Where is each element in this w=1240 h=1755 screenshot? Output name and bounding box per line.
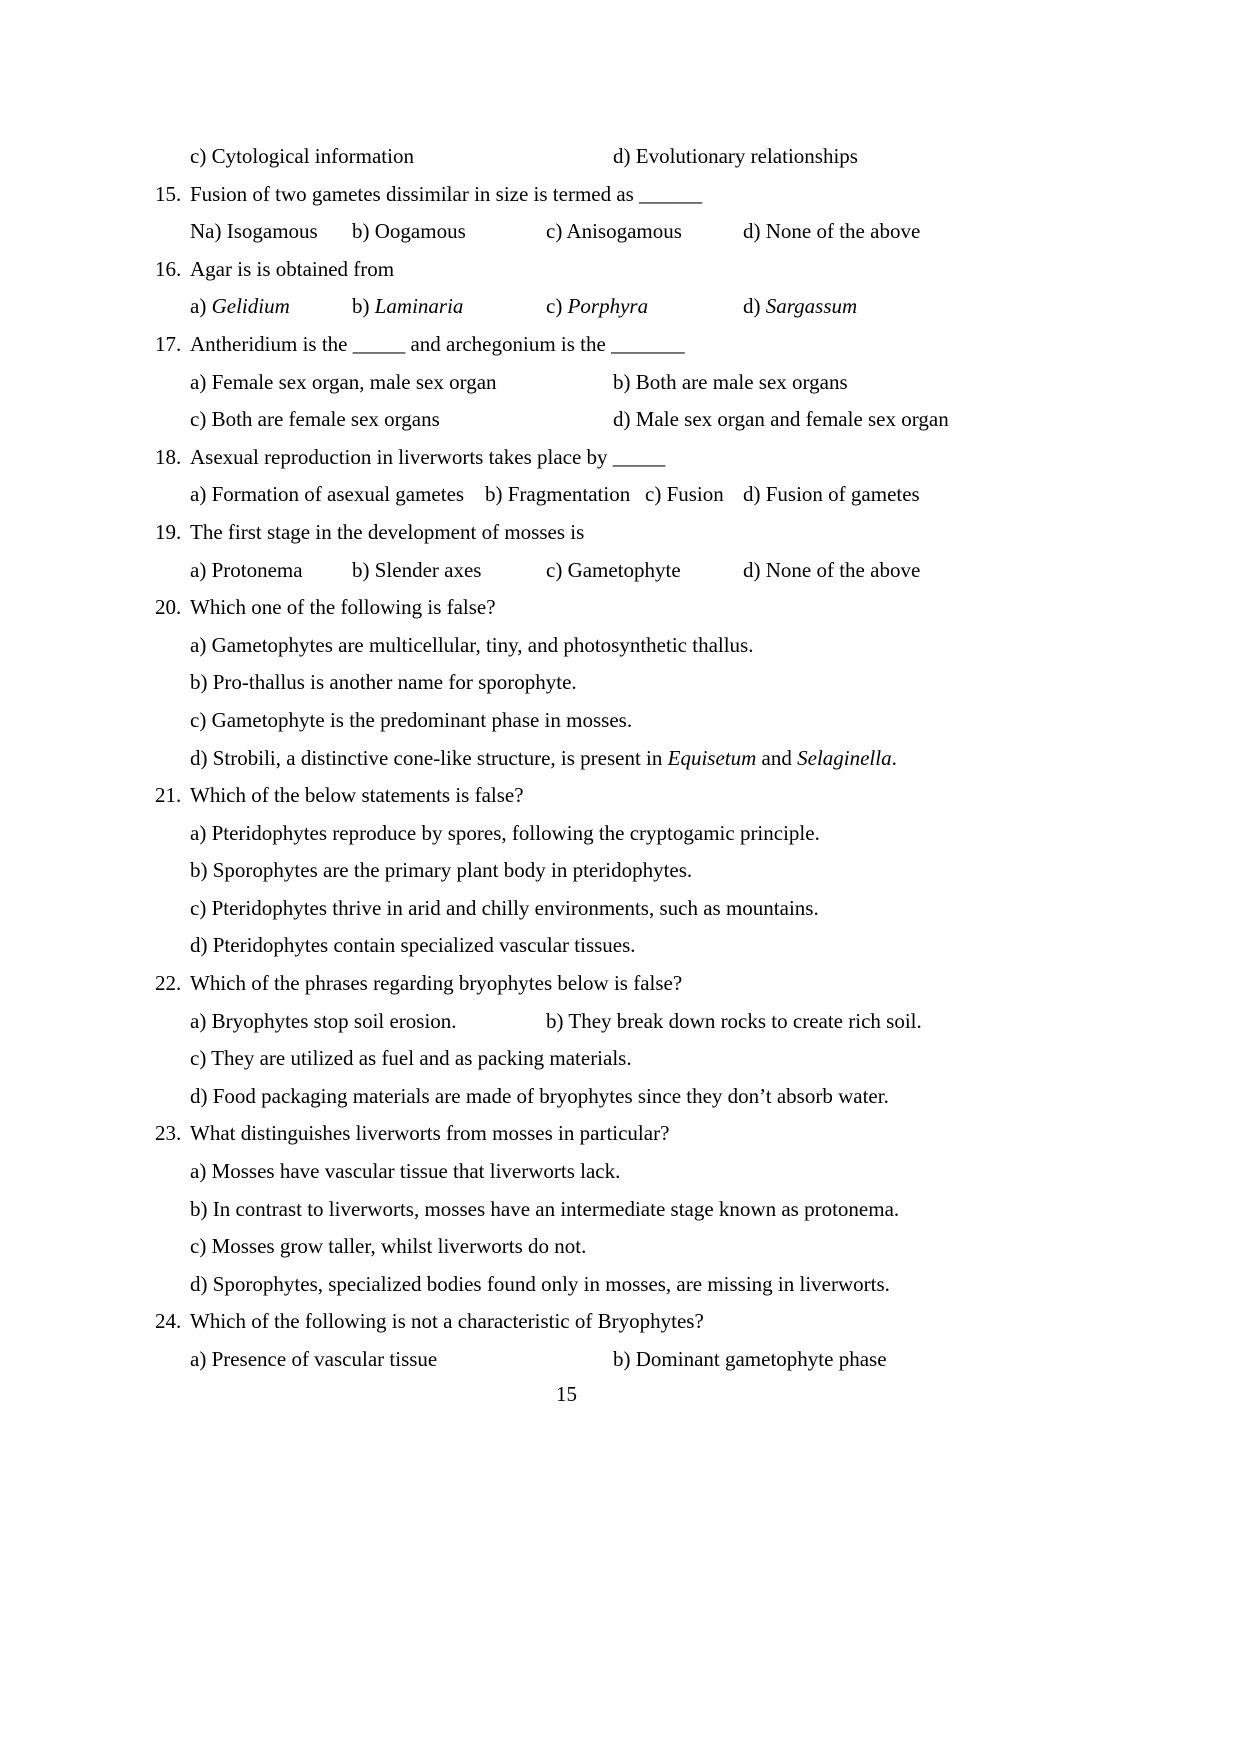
option-row [155,1153,1115,1191]
option-row [155,1191,1115,1229]
option: a) Bryophytes stop soil erosion. [190,1008,457,1033]
option: d) None of the above [743,219,921,244]
option: a) Gelidium [190,294,290,319]
option: Na) Isogamous [190,219,318,244]
option-row [155,927,1115,965]
question-text: Which of the phrases regarding bryophytes below is false? [190,971,683,996]
option-row [155,1078,1115,1116]
option-row [155,1040,1115,1078]
option-row [155,627,1115,665]
option: b) Sporophytes are the primary plant body in pteridophytes. [190,858,693,883]
question-text: Asexual reproduction in liverworts takes place by _____ [190,444,666,469]
option-row [155,476,1115,514]
option: c) Fusion [645,482,724,507]
option: a) Mosses have vascular tissue that liverworts lack. [190,1159,621,1184]
question-text: Antheridium is the _____ and archegonium is the _______ [190,331,685,356]
option: d) Evolutionary relationships [613,144,858,168]
option-row [155,552,1115,590]
question-line [155,514,1115,552]
option: a) Protonema [190,557,303,582]
question-number: 19. [155,519,182,544]
question-number: 20. [155,595,182,620]
option: d) Strobili, a distinctive cone-like structure, is present in Equisetum and Selaginella. [190,745,897,770]
question-text: Which of the below statements is false? [190,783,524,808]
question-text: Fusion of two gametes dissimilar in size is termed as ______ [190,181,703,206]
option: b) Oogamous [352,219,466,244]
page-number: 15 [556,1382,577,1406]
option: c) Cytological information [190,144,414,168]
option: d) Male sex organ and female sex organ [613,407,949,432]
option-row [155,815,1115,853]
option-row [155,1003,1115,1041]
question-line [155,439,1115,477]
option: b) Both are male sex organs [613,369,848,394]
question-number: 18. [155,444,182,469]
option-row [155,702,1115,740]
option: c) Mosses grow taller, whilst liverworts do not. [190,1234,587,1259]
question-line [155,1115,1115,1153]
option-row [155,664,1115,702]
option: d) Food packaging materials are made of bryophytes since they don’t absorb water. [190,1083,889,1108]
question-line [155,777,1115,815]
question-number: 15. [155,181,182,206]
option: b) Slender axes [352,557,482,582]
question-list [155,138,1115,1379]
option: b) In contrast to liverworts, mosses have an intermediate stage known as protonema. [190,1196,900,1221]
option-row [155,288,1115,326]
option: d) None of the above [743,557,921,582]
option-row [155,890,1115,928]
option: b) Laminaria [352,294,464,319]
question-number: 24. [155,1309,182,1334]
question-text: What distinguishes liverworts from mosses in particular? [190,1121,670,1146]
option: c) Porphyra [546,294,649,319]
option: d) Pteridophytes contain specialized vascular tissues. [190,933,636,958]
option: d) Sporophytes, specialized bodies found only in mosses, are missing in liverworts. [190,1271,890,1296]
option: c) Both are female sex organs [190,407,440,432]
option: c) Pteridophytes thrive in arid and chilly environments, such as mountains. [190,895,819,920]
option: a) Pteridophytes reproduce by spores, following the cryptogamic principle. [190,820,820,845]
option-row [155,1266,1115,1304]
question-line [155,251,1115,289]
question-line [155,1303,1115,1341]
option: b) Pro-thallus is another name for sporophyte. [190,670,577,695]
question-number: 21. [155,783,182,808]
question-number: 17. [155,331,182,356]
question-number: 23. [155,1121,182,1146]
question-text: Which of the following is not a characteristic of Bryophytes? [190,1309,704,1334]
option: c) Anisogamous [546,219,682,244]
question-number: 16. [155,256,182,281]
option: d) Sargassum [743,294,858,319]
option-row [155,401,1115,439]
option-row [155,138,1115,176]
option: c) Gametophyte [546,557,681,582]
option-row [155,1228,1115,1266]
question-line [155,589,1115,627]
question-number: 22. [155,971,182,996]
option-row [155,364,1115,402]
option: c) They are utilized as fuel and as packing materials. [190,1046,632,1071]
option: a) Gametophytes are multicellular, tiny, and photosynthetic thallus. [190,632,754,657]
option-row [155,852,1115,890]
option: b) Dominant gametophyte phase [613,1347,887,1371]
option-row [155,213,1115,251]
option-row [155,1341,1115,1379]
question-line [155,326,1115,364]
option: a) Presence of vascular tissue [190,1347,438,1371]
question-line [155,176,1115,214]
option: b) Fragmentation [485,482,631,507]
option: b) They break down rocks to create rich soil. [546,1008,922,1033]
option: a) Female sex organ, male sex organ [190,369,497,394]
option: d) Fusion of gametes [743,482,920,507]
option: a) Formation of asexual gametes [190,482,465,507]
question-line [155,965,1115,1003]
question-text: Which one of the following is false? [190,595,496,620]
option: c) Gametophyte is the predominant phase in mosses. [190,707,633,732]
question-text: Agar is is obtained from [190,256,395,281]
option-row [155,740,1115,778]
question-text: The first stage in the development of mosses is [190,519,585,544]
